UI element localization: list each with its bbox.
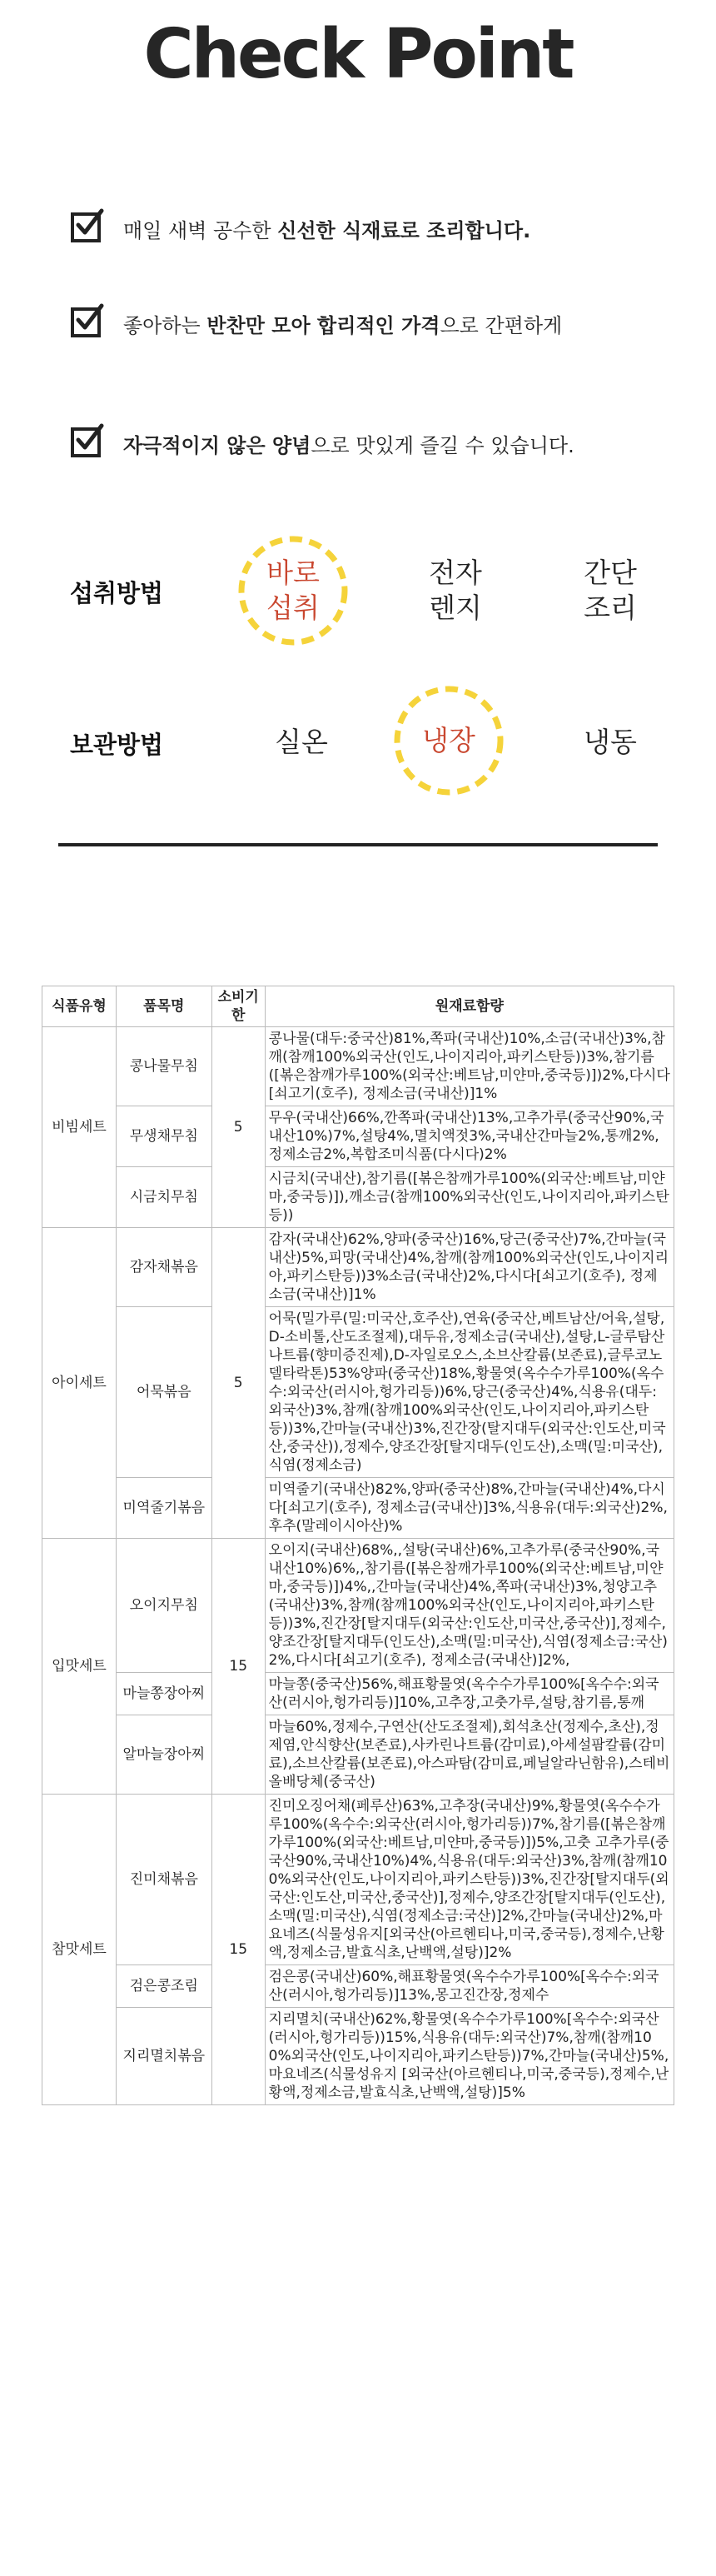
checkbox-icon	[72, 307, 105, 340]
option-line: 렌지	[429, 592, 482, 624]
check-text-pre: 매일 새벽 공수한	[123, 218, 278, 242]
shelf-life-cell: 15	[211, 1795, 265, 2105]
check-text-bold: 자극적이지 않은 양념	[123, 433, 311, 457]
food-type-cell: 아이세트	[42, 1228, 117, 1539]
check-item-seasoning	[72, 422, 574, 465]
ingredients-cell: 감자(국내산)62%,양파(중국산)16%,당근(중국산)7%,간마늘(국내산)5%,피망(국내산)4%,참깨(참깨100%외국산(인도,나이지리아,파키스탄등))3%소금(국내산)2%,다시다[쇠고기(호주), 정제소금(국내산)]1%	[265, 1228, 674, 1307]
page-title: Check Point	[143, 15, 573, 94]
shelf-life-cell: 5	[211, 1228, 265, 1539]
product-name-cell: 알마늘장아찌	[116, 1715, 211, 1795]
food-type-cell: 비빔세트	[42, 1027, 117, 1228]
option-line: 섭취	[266, 592, 320, 624]
product-name-cell: 콩나물무침	[116, 1027, 211, 1106]
ingredients-cell: 콩나물(대두:중국산)81%,쪽파(국내산)10%,소금(국내산)3%,참깨(참깨100%외국산(인도,나이지리아,파키스탄등))3%,참기름([볶은참깨가루100%(외국산:베트남,미얀마,중국등)])2%,다시다[쇠고기(호주), 정제소금(국내산)]1%	[265, 1027, 674, 1106]
table-row	[42, 1167, 674, 1228]
table-row	[42, 1795, 674, 1965]
ingredients-cell: 무우(국내산)66%,깐쪽파(국내산)13%,고추가루(중국산90%,국내산10%)7%,설탕4%,멸치액젓3%,국내산간마늘2%,통깨2%,정제소금2%,복합조미식품(다시다)2%	[265, 1106, 674, 1167]
check-text-bold: 신선한 식재료로 조리합니다.	[277, 218, 531, 242]
header-shelf-life: 소비기한	[211, 986, 265, 1027]
product-name-cell: 진미채볶음	[116, 1795, 211, 1965]
ingredients-cell: 지리멸치(국내산)62%,황물엿(옥수수가루100%[옥수수:외국산(러시아,헝가리등))15%,식용유(대두:외국산)7%,참깨(참깨100%외국산(인도,나이지리아,파키스탄등))7%,간마늘(국내산)5%,마요네즈(식물성유지 [외국산(아르헨티나,미국,중국등),정제수,난황액,정제소금,발효식초,난백액,설탕)]5%	[265, 2008, 674, 2105]
check-item-price	[72, 302, 562, 345]
ingredients-cell: 검은콩(국내산)60%,해표황물엿(옥수수가루100%[옥수수:외국산(러시아,헝가리등)]13%,몽고진간장,정제수	[265, 1965, 674, 2008]
product-name-cell: 검은콩조림	[116, 1965, 211, 2008]
check-text-pre: 좋아하는	[123, 313, 207, 337]
ingredients-cell: 미역줄기(국내산)82%,양파(중국산)8%,간마늘(국내산)4%,다시다[쇠고기(호주), 정제소금(국내산)]3%,식용유(대두:외국산)2%,후추(말레이시아산)%	[265, 1478, 674, 1539]
shelf-life-cell: 15	[211, 1539, 265, 1795]
product-name-cell: 지리멸치볶음	[116, 2008, 211, 2105]
check-text-bold: 반찬만 모아 합리적인 가격	[206, 313, 440, 337]
product-name-cell: 시금치무침	[116, 1167, 211, 1228]
storage-option-frozen: 냉동	[584, 726, 637, 758]
checkbox-icon	[72, 427, 105, 460]
option-line: 간단	[584, 557, 637, 589]
intake-method-label: 섭취방법	[70, 579, 164, 607]
table-row	[42, 1673, 674, 1715]
ingredients-cell: 어묵(밀가루(밀:미국산,호주산),연육(중국산,베트남산/어육,설탕,D-소비톨,산도조절제),대두유,정제소금(국내산),설탕,L-글루탐산나트륨(향미증진제),D-자일로오스,소브산칼륨(보존료),글루코노델타락톤)53%양파(중국산)18%,황물엿(옥수수가루100%(옥수수:외국산(러시아,헝가리등))6%,당근(중국산)4%,식용유(대두:외국산)3%,참깨(참깨100%외국산(인도,나이지리아,파키스탄등))3%,간마늘(국내산)3%,진간장(탈지대두(외국산:인도산,미국산,중국산)),정제수,양조간장[탈지대두(인도산),소맥(밀:미국산),식염(정제소금)	[265, 1307, 674, 1478]
option-line: 전자	[429, 557, 482, 589]
table-row	[42, 1965, 674, 2008]
food-type-cell: 참맛세트	[42, 1795, 117, 2105]
product-name-cell: 마늘쫑장아찌	[116, 1673, 211, 1715]
header-product-name: 품목명	[116, 986, 211, 1027]
product-name-cell: 어묵볶음	[116, 1307, 211, 1478]
option-line: 조리	[584, 592, 637, 624]
checkbox-icon	[72, 212, 105, 245]
intake-option-ready-to-eat	[231, 556, 356, 626]
storage-method-label: 보관방법	[70, 731, 164, 759]
product-name-cell: 오이지무침	[116, 1539, 211, 1673]
product-name-cell: 감자채볶음	[116, 1228, 211, 1307]
storage-option-refrigerated: 냉장	[422, 724, 475, 756]
ingredients-cell: 마늘60%,정제수,구연산(산도조절제),회석초산(정제수,초산),정제염,안식향산(보존료),사카린나트륨(감미료),아세설팜칼륨(감미료),소브산칼륨(보존료),아스파탐(감미료,페닐알라닌함유),스테비올배당체(중국산)	[265, 1715, 674, 1795]
ingredients-cell: 시금치(국내산),참기름([볶은참깨가루100%(외국산:베트남,미얀마,중국등)]),깨소금(참깨100%외국산(인도,나이지리아,파키스탄등))	[265, 1167, 674, 1228]
header-ingredients: 원재료함량	[265, 986, 674, 1027]
food-type-cell: 입맛세트	[42, 1539, 117, 1795]
table-row	[42, 1228, 674, 1307]
table-row	[42, 1478, 674, 1539]
table-row	[42, 1307, 674, 1478]
table-row	[42, 1027, 674, 1106]
intake-option-simple-cook	[548, 556, 673, 626]
table-header-row	[42, 986, 674, 1027]
section-divider	[58, 843, 658, 846]
shelf-life-cell: 5	[211, 1027, 265, 1228]
option-line: 바로	[266, 557, 320, 589]
check-item-fresh	[72, 207, 530, 250]
ingredients-cell: 오이지(국내산)68%,,설탕(국내산)6%,고추가루(중국산90%,국내산10%)6%,,참기름([볶은참깨가루100%(외국산:베트남,미얀마,중국등)])4%,,간마늘(국내산)4%,쪽파(국내산)3%,청양고추(국내산)3%,참깨(참깨100%외국산(인도,나이지리아,파키스탄등))3%,진간장[탈지대두(외국산:인도산,미국산,중국산)],정제수,양조간장[탈지대두(인도산),소맥(밀:미국산),식염(정제소금:국산)2%,다시다[쇠고기(호주), 정제소금(국내산)]2%,	[265, 1539, 674, 1673]
ingredient-table	[42, 986, 674, 2105]
table-row	[42, 1715, 674, 1795]
table-row	[42, 1106, 674, 1167]
ingredients-cell: 마늘쫑(중국산)56%,해표황물엿(옥수수가루100%[옥수수:외국산(러시아,헝가리등)]10%,고추장,고춧가루,설탕,참기름,통깨	[265, 1673, 674, 1715]
header-food-type: 식품유형	[42, 986, 117, 1027]
table-row	[42, 1539, 674, 1673]
intake-option-microwave	[393, 556, 518, 626]
table-row	[42, 2008, 674, 2105]
check-text-post: 으로 간편하게	[440, 313, 563, 337]
check-text-post: 으로 맛있게 즐길 수 있습니다.	[311, 433, 574, 457]
storage-option-room-temp: 실온	[275, 726, 328, 758]
product-name-cell: 미역줄기볶음	[116, 1478, 211, 1539]
product-name-cell: 무생채무침	[116, 1106, 211, 1167]
ingredients-cell: 진미오징어채(페루산)63%,고추장(국내산)9%,황물엿(옥수수가루100%(옥수수:외국산(러시아,헝가리등))7%,참기름([볶은참깨가루100%(외국산:베트남,미얀마,중국등)])5%,고춧 고추가루(중국산90%,국내산10%)4%,식용유(대두:외국산)3%,참깨(참깨100%외국산(인도,나이지리아,파키스탄등))3%,진간장[탈지대두(외국산:인도산,미국산,중국산)],정제수,양조간장[탈지대두(인도산),소맥(밀:미국산),식염(정제소금:국산)]2%,간마늘(국내산)2%,마요네즈(식물성유지[외국산(아르헨티나,미국,중국등),정제수,난황액,정제소금,발효식초,난백액,설탕)]2%	[265, 1795, 674, 1965]
